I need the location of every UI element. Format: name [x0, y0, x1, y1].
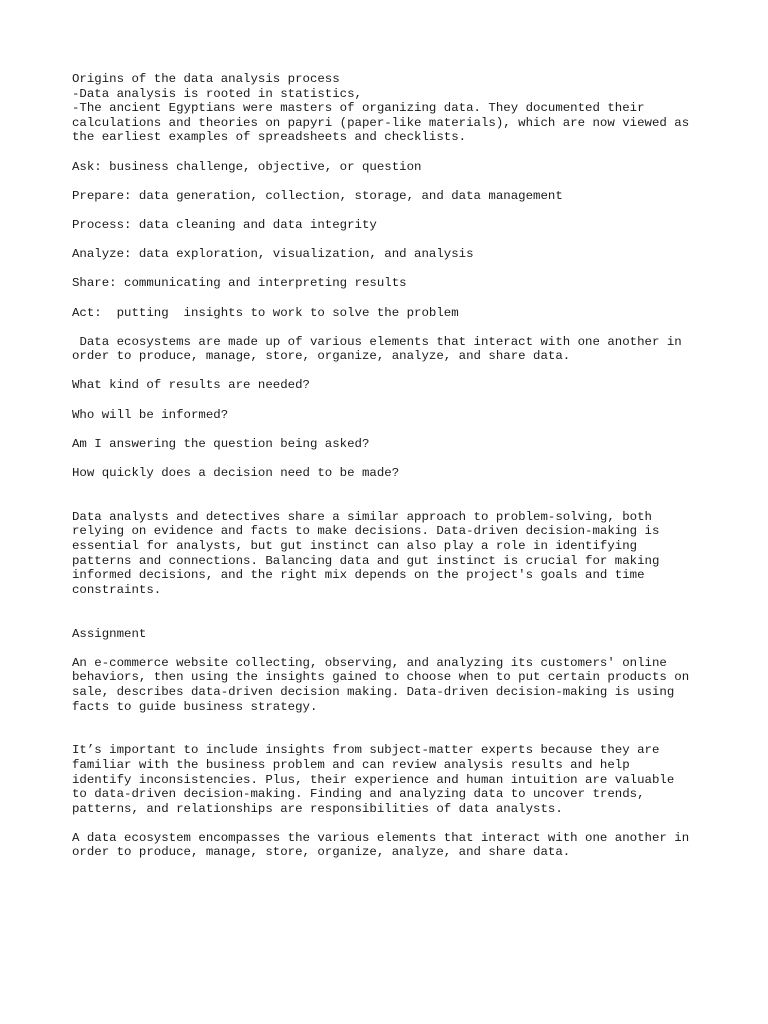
data-ecosystems-paragraph: Data ecosystems are made up of various elements that interact with one another in order to produce, manage, store, organize, analyze, and share data.: [72, 334, 682, 364]
ecommerce-paragraph: An e-commerce website collecting, observing, and analyzing its customers' online behaviors, then using the insights gained to choose when to put certain products on sale, describes data-driven decision making. Data-driven decision-making is using facts to guide business strategy.: [72, 655, 690, 714]
question-results: What kind of results are needed?: [72, 378, 310, 393]
assignment-heading: Assignment: [72, 626, 147, 641]
question-decision-speed: How quickly does a decision need to be made?: [72, 466, 400, 481]
act-step: Act: putting insights to work to solve the problem: [72, 305, 459, 320]
process-step: Process: data cleaning and data integrity: [72, 217, 377, 232]
share-step: Share: communicating and interpreting results: [72, 276, 407, 291]
document-page: [72, 72, 712, 860]
origins-paragraph: Origins of the data analysis process -Data analysis is rooted in statistics, -The ancient Egyptians were masters of organizing data. They documented their calculations and theories on papyri (paper-like materials), which are now viewed as the earliest examples of spreadsheets and checklists.: [72, 72, 690, 145]
question-answering: Am I answering the question being asked?: [72, 436, 370, 451]
question-informed: Who will be informed?: [72, 407, 229, 422]
analyze-step: Analyze: data exploration, visualization, and analysis: [72, 247, 474, 262]
detectives-paragraph: Data analysts and detectives share a similar approach to problem-solving, both relying on evidence and facts to make decisions. Data-driven decision-making is essential for analysts, but gut instinct can also play a role in identifying patterns and connections. Balancing data and gut instinct is crucial for making informed decisions, and the right mix depends on the project's goals and time constraints.: [72, 509, 660, 597]
prepare-step: Prepare: data generation, collection, storage, and data management: [72, 188, 563, 203]
subject-matter-experts-paragraph: It’s important to include insights from subject-matter experts because they are familiar with the business problem and can review analysis results and help identify inconsistencies. Plus, their experience and human intuition are valuable to data-driven decision-making. Finding and analyzing data to uncover trends, patterns, and relationships are responsibilities of data analysts.: [72, 743, 675, 816]
ask-step: Ask: business challenge, objective, or question: [72, 159, 422, 174]
data-ecosystem-definition: A data ecosystem encompasses the various elements that interact with one another in order to produce, manage, store, organize, analyze, and share data.: [72, 830, 690, 860]
